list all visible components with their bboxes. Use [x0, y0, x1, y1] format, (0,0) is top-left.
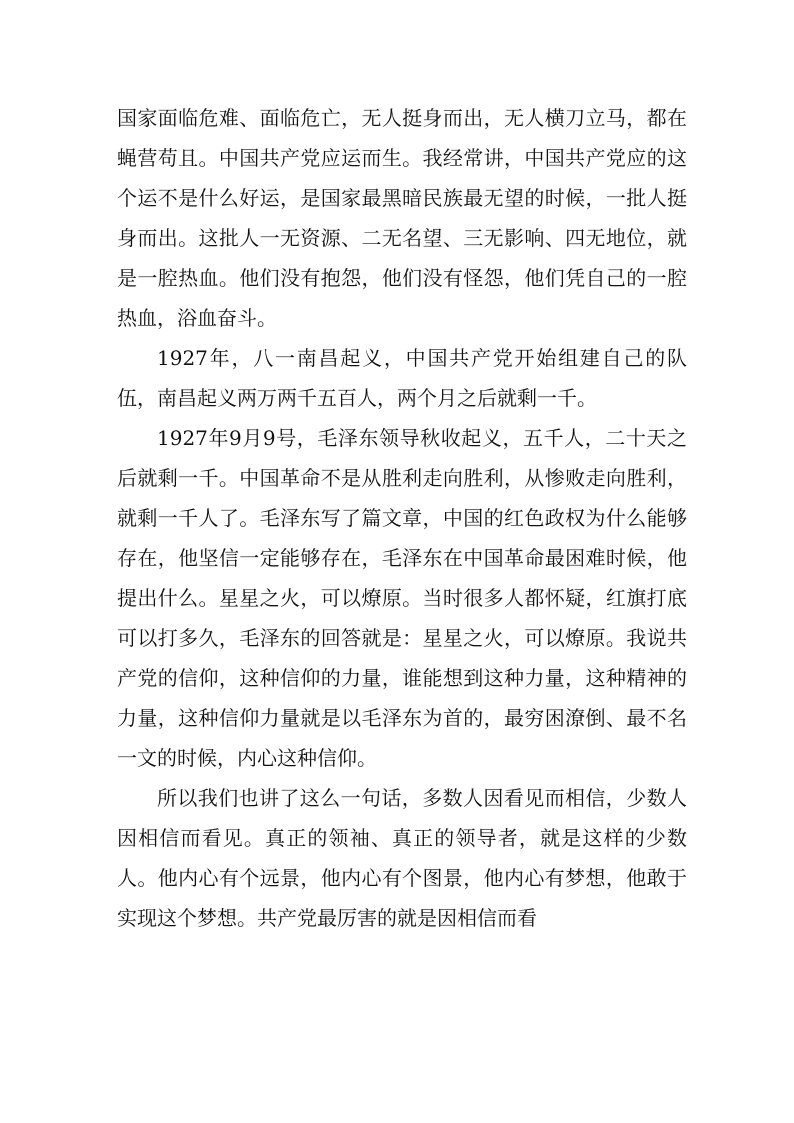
paragraph-3: 1927年9月9号，毛泽东领导秋收起义，五千人，二十天之后就剩一千。中国革命不是从胜利走向胜利，从惨败走向胜利，就剩一千人了。毛泽东写了篇文章，中国的红色政权为什么能够存在，他坚信一定能够存在，毛泽东在中国革命最困难时候，他提出什么。星星之火，可以燎原。当时很多人都怀疑，红旗打底可以打多久，毛泽东的回答就是：星星之火，可以燎原。我说共产党的信仰，这种信仰的力量，谁能想到这种力量，这种精神的力量，这种信仰力量就是以毛泽东为首的，最穷困潦倒、最不名一文的时候，内心这种信仰。 — [117, 426, 687, 770]
paragraph-2: 1927年，八一南昌起义，中国共产党开始组建自己的队伍，南昌起义两万两千五百人，两个月之后就剩一千。 — [117, 346, 687, 410]
document-body — [117, 98, 687, 938]
paragraph-1: 国家面临危难、面临危亡，无人挺身而出，无人横刀立马，都在蝇营苟且。中国共产党应运而生。我经常讲，中国共产党应的这个运不是什么好运，是国家最黑暗民族最无望的时候，一批人挺身而出。这批人一无资源、二无名望、三无影响、四无地位，就是一腔热血。他们没有抱怨，他们没有怪怨，他们凭自己的一腔热血，浴血奋斗。 — [117, 106, 687, 330]
paragraph-4: 所以我们也讲了这么一句话，多数人因看见而相信，少数人因相信而看见。真正的领袖、真正的领导者，就是这样的少数人。他内心有个远景，他内心有个图景，他内心有梦想，他敢于实现这个梦想。共产党最厉害的就是因相信而看 — [117, 786, 687, 930]
